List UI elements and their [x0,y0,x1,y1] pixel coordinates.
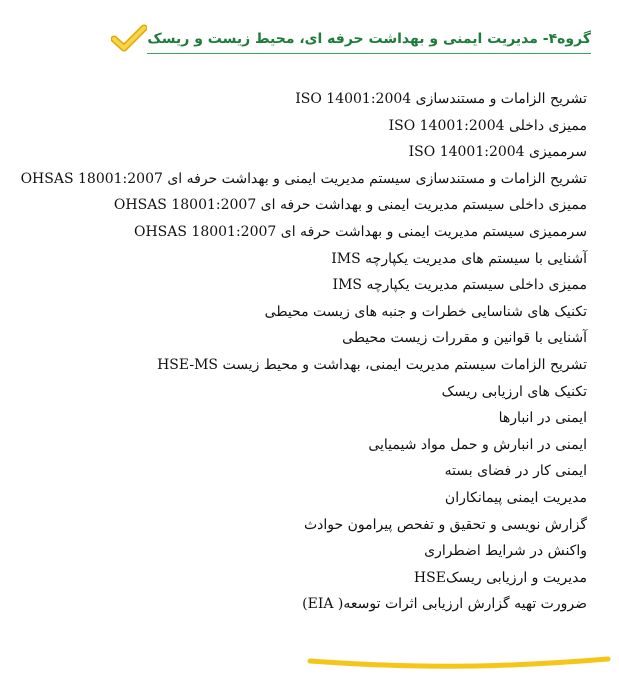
course-item: ضرورت تهیه گزارش ارزیابی اثرات توسعه( EIA) [302,596,587,613]
course-item: آشنایی با سیستم های مدیریت یکپارچه IMS [331,250,587,267]
course-item: آشنایی با قوانین و مقررات زیست محیطی [342,330,587,347]
checkmark-icon [111,24,147,54]
course-item: ایمنی در انبارش و حمل مواد شیمیایی [368,436,587,453]
course-item: ممیزی داخلی سیستم مدیریت ایمنی و بهداشت حرفه ای OHSAS 18001:2007 [113,197,587,214]
course-item: ایمنی در انبارها [498,410,587,427]
course-item: گزارش نویسی و تحقیق و تفحص پیرامون حوادث [303,516,587,533]
course-item: ممیزی داخلی سیستم مدیریت یکپارچه IMS [332,277,587,294]
course-item: سرممیزی ISO 14001:2004 [408,144,587,161]
title-underline [147,53,591,54]
section-title: گروه۴- مدیریت ایمنی و بهداشت حرفه ای، محیط زیست و ریسک [147,31,591,47]
course-item: مدیریت و ارزیابی ریسکHSE [413,569,587,586]
section-header [107,24,591,54]
course-item: ممیزی داخلی ISO 14001:2004 [388,117,587,134]
course-item: تشریح الزامات و مستندسازی ISO 14001:2004 [295,91,587,107]
course-item: سرممیزی سیستم مدیریت ایمنی و بهداشت حرفه ای OHSAS 18001:2007 [134,223,587,240]
highlight-stroke [306,650,612,672]
course-item: تشریح الزامات و مستندسازی سیستم مدیریت ایمنی و بهداشت حرفه ای OHSAS 18001:2007 [20,170,587,187]
course-item: واکنش در شرایط اضطراری [424,543,587,560]
course-item: تکنیک های شناسایی خطرات و جنبه های زیست محیطی [264,303,587,320]
section-heading-wrap [147,29,591,54]
course-item: مدیریت ایمنی پیمانکاران [444,489,587,506]
course-item: تشریح الزامات سیستم مدیریت ایمنی، بهداشت و محیط زیست HSE-MS [157,356,587,373]
course-item: ایمنی کار در فضای بسته [444,463,587,480]
course-list [7,86,587,618]
course-item: تکنیک های ارزیابی ریسک [441,383,587,400]
